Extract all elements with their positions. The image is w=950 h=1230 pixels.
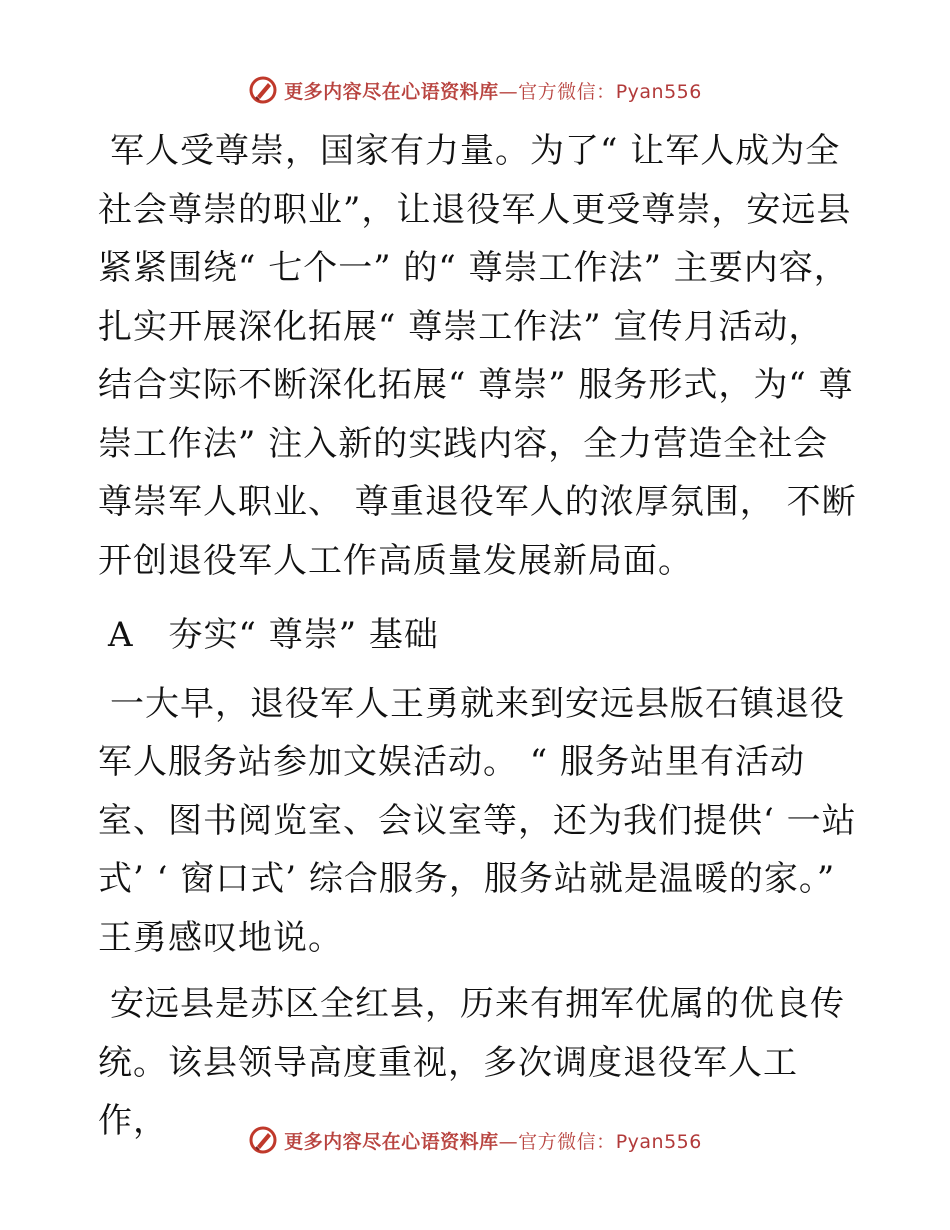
watermark-sub: 官方微信： (518, 1130, 616, 1153)
watermark-sub: 官方微信： (518, 80, 616, 103)
footer-watermark (0, 1122, 950, 1158)
watermark-id: Pyan556 (615, 80, 702, 103)
watermark-dash: — (498, 80, 519, 103)
section-heading-a: A 夯实“ 尊崇” 基础 (108, 615, 439, 655)
pen-logo-icon (248, 75, 278, 105)
watermark-main: 更多内容尽在心语资料库 (284, 80, 499, 103)
watermark-dash: — (498, 1130, 519, 1153)
spacer (98, 590, 858, 598)
paragraph-wang-yong: 一大早，退役军人王勇就来到安远县版石镇退役军人服务站参加文娱活动。 “ 服务站里有活动室、图书阅览室、会议室等，还为我们提供‘ 一站式’ ‘ 窗口式’ 综合服务，服务站就是温暖的家。” 王勇感叹地说。 (98, 683, 857, 958)
spacer (98, 967, 858, 975)
document-body (98, 122, 858, 1151)
watermark-id: Pyan556 (615, 1130, 702, 1153)
watermark-text (284, 77, 702, 104)
paragraph-anyuan: 安远县是苏区全红县，历来有拥军优属的优良传统。该县领导高度重视，多次调度退役军人工作， (98, 984, 845, 1141)
watermark-text (284, 1127, 702, 1154)
pen-logo-icon (248, 1125, 278, 1155)
watermark-main: 更多内容尽在心语资料库 (284, 1130, 499, 1153)
paragraph-intro: 军人受尊崇，国家有力量。为了“ 让军人成为全社会尊崇的职业”，让退役军人更受尊崇，安远县紧紧围绕“ 七个一” 的“ 尊崇工作法” 主要内容，扎实开展深化拓展“ 尊崇工作法” 宣传月活动，结合实际不断深化拓展“ 尊崇” 服务形式，为“ 尊崇工作法” 注入新的实践内容，全力营造全社会尊崇军人职业、 尊重退役军人的浓厚氛围， 不断开创退役军人工作高质量发展新局面。 (98, 131, 857, 581)
header-watermark (0, 72, 950, 108)
